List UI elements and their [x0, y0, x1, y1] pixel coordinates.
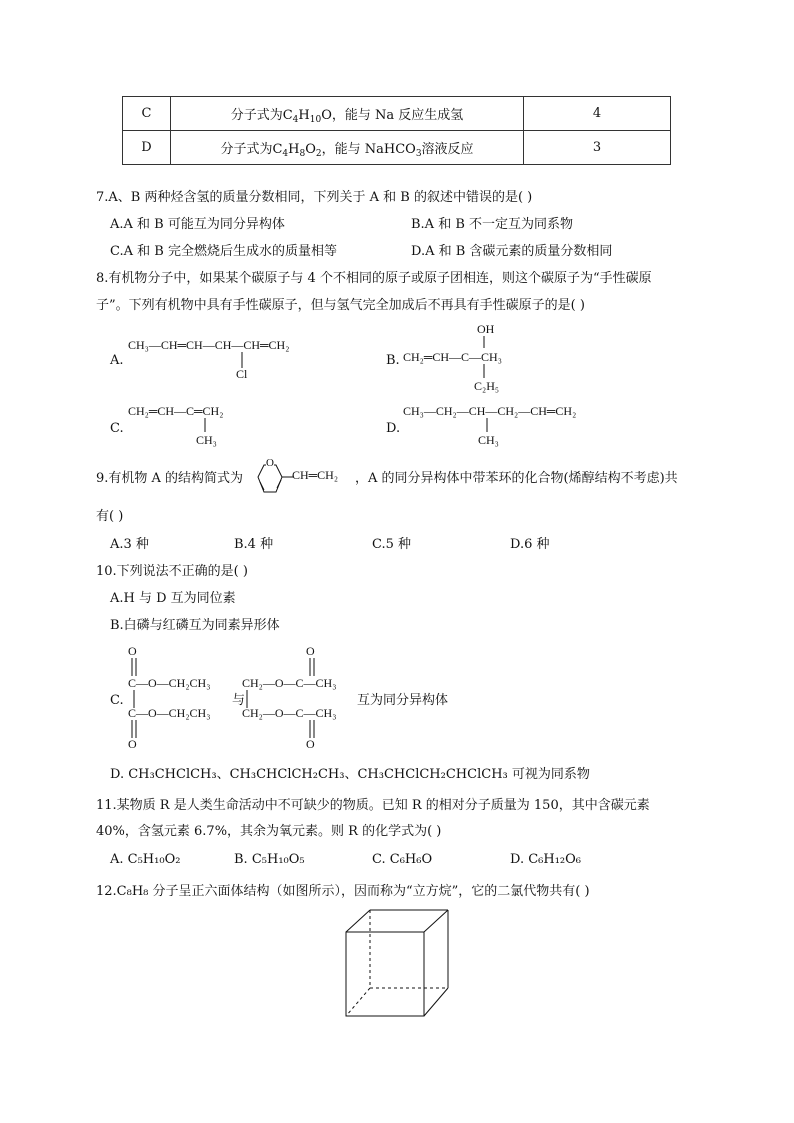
q10-option-c-label: C. — [110, 693, 124, 708]
q9-option-a: A.3 种 — [110, 537, 149, 552]
q9-vinyl-group: CH═CH₂ — [292, 468, 339, 482]
q8-option-d-substituent: CH₃ — [478, 433, 499, 447]
row-desc: 分子式为$C_4H_8O_2$，能与 NaHCO$_3$溶液反应 — [171, 131, 524, 165]
q11-option-c: C. C₆H₆O — [372, 852, 433, 867]
q8-option-a-substituent: Cl — [236, 367, 248, 381]
q10-option-c-and: 与 — [232, 693, 246, 708]
q8-stem-2: 子”。下列有机物中具有手性碳原子，但与氢气完全加成后不再具有手性碳原子的是( ) — [96, 298, 585, 313]
diacetate-top-oxygen: O — [306, 644, 315, 658]
q9-option-b: B.4 种 — [234, 537, 274, 552]
q10-option-a: A.H 与 D 互为同位素 — [110, 591, 236, 606]
q8-option-b-bond-up — [478, 336, 490, 350]
q11-stem-2: 40%，含氢元素 6.7%，其余为氧元素。则 R 的化学式为( ) — [96, 824, 442, 839]
cubane-cube-figure — [340, 908, 460, 1028]
q8-option-b-bond-down — [478, 364, 490, 380]
q11-option-b: B. C₅H₁₀O₅ — [234, 852, 305, 867]
q9-option-c: C.5 种 — [372, 537, 412, 552]
table-row — [123, 131, 671, 165]
q8-stem-1: 8.有机物分子中，如果某个碳原子与 4 个不相同的原子或原子团相连，则这个碳原子为“手性碳原 — [96, 271, 652, 286]
options-table — [122, 96, 671, 165]
q9-stem-2: 有( ) — [96, 509, 124, 524]
row-label: C — [123, 97, 171, 131]
row-desc: 分子式为$C_4H_{10}O$，能与 Na 反应生成氢 — [171, 97, 524, 131]
q10-option-d: D. CH₃CHClCH₃、CH₃CHClCH₂CH₃、CH₃CHClCH₂CHClCH₃ 可视为同系物 — [110, 767, 590, 782]
row-count: 3 — [524, 131, 671, 165]
q11-option-d: D. C₆H₁₂O₆ — [510, 852, 582, 867]
diacetate-bottom-row: CH₂—O—C—CH₃ — [242, 706, 337, 720]
q9-option-d: D.6 种 — [510, 537, 550, 552]
diacetate-bottom-oxygen: O — [306, 737, 315, 751]
q7-stem: 7.A、B 两种烃含氢的质量分数相同，下列关于 A 和 B 的叙述中错误的是( ) — [96, 190, 533, 205]
q8-option-c-formula: CH₂═CH—C═CH₂ — [128, 404, 224, 418]
oxalate-top-oxygen: O — [128, 644, 137, 658]
row-count: 4 — [524, 97, 671, 131]
q8-option-c-bond — [199, 418, 211, 434]
q11-option-a: A. C₅H₁₀O₂ — [110, 852, 181, 867]
q12-stem: 12.C₈H₈ 分子呈正六面体结构（如图所示），因而称为“立方烷”，它的二氯代物共有( ) — [96, 884, 590, 899]
q9-stem-post: ，A 的同分异构体中带苯环的化合物(烯醇结构不考虑)共 — [355, 471, 678, 486]
q7-option-b: B.A 和 B 不一定互为同系物 — [411, 217, 574, 232]
oxalate-top-double-bond — [128, 658, 140, 678]
table-row — [123, 97, 671, 131]
oxalate-bottom-row: C—O—CH₂CH₃ — [128, 706, 211, 720]
q8-option-b-formula: CH₂═CH—C—CH₃ — [403, 350, 502, 364]
oxalate-top-row: C—O—CH₂CH₃ — [128, 676, 211, 690]
q9-stem-pre: 9.有机物 A 的结构简式为 — [96, 471, 244, 486]
q8-option-c-label: C. — [110, 421, 124, 436]
q8-option-d-formula: CH₃—CH₂—CH—CH₂—CH═CH₂ — [403, 404, 577, 418]
q7-option-d: D.A 和 B 含碳元素的质量分数相同 — [411, 244, 613, 259]
q8-option-b-label: B. — [386, 353, 400, 368]
diacetate-top-double-bond — [306, 658, 318, 678]
q8-option-d-label: D. — [386, 421, 401, 436]
q8-option-c-substituent: CH₃ — [196, 433, 217, 447]
diacetate-top-row: CH₂—O—C—CH₃ — [242, 676, 337, 690]
q11-stem-1: 11.某物质 R 是人类生命活动中不可缺少的物质。已知 R 的相对分子质量为 150，其中含碳元素 — [96, 798, 650, 813]
q7-option-a: A.A 和 B 可能互为同分异构体 — [110, 217, 285, 232]
q10-option-b: B.白磷与红磷互为同素异形体 — [110, 618, 280, 633]
q10-option-c-tail: 互为同分异构体 — [357, 693, 449, 708]
oxalate-bottom-oxygen: O — [128, 737, 137, 751]
q10-stem: 10.下列说法不正确的是( ) — [96, 564, 248, 579]
q8-option-a-label: A. — [110, 353, 124, 368]
row-label: D — [123, 131, 171, 165]
q8-option-b-top: OH — [477, 322, 495, 336]
q8-option-a-formula: CH₃—CH═CH—CH—CH═CH₂ — [128, 338, 290, 352]
q8-option-b-substituent: C₂H₅ — [474, 379, 500, 393]
q8-option-d-bond — [481, 418, 493, 434]
q9-ring-oxygen: O — [266, 457, 274, 469]
q7-option-c: C.A 和 B 完全燃烧后生成水的质量相等 — [110, 244, 337, 259]
